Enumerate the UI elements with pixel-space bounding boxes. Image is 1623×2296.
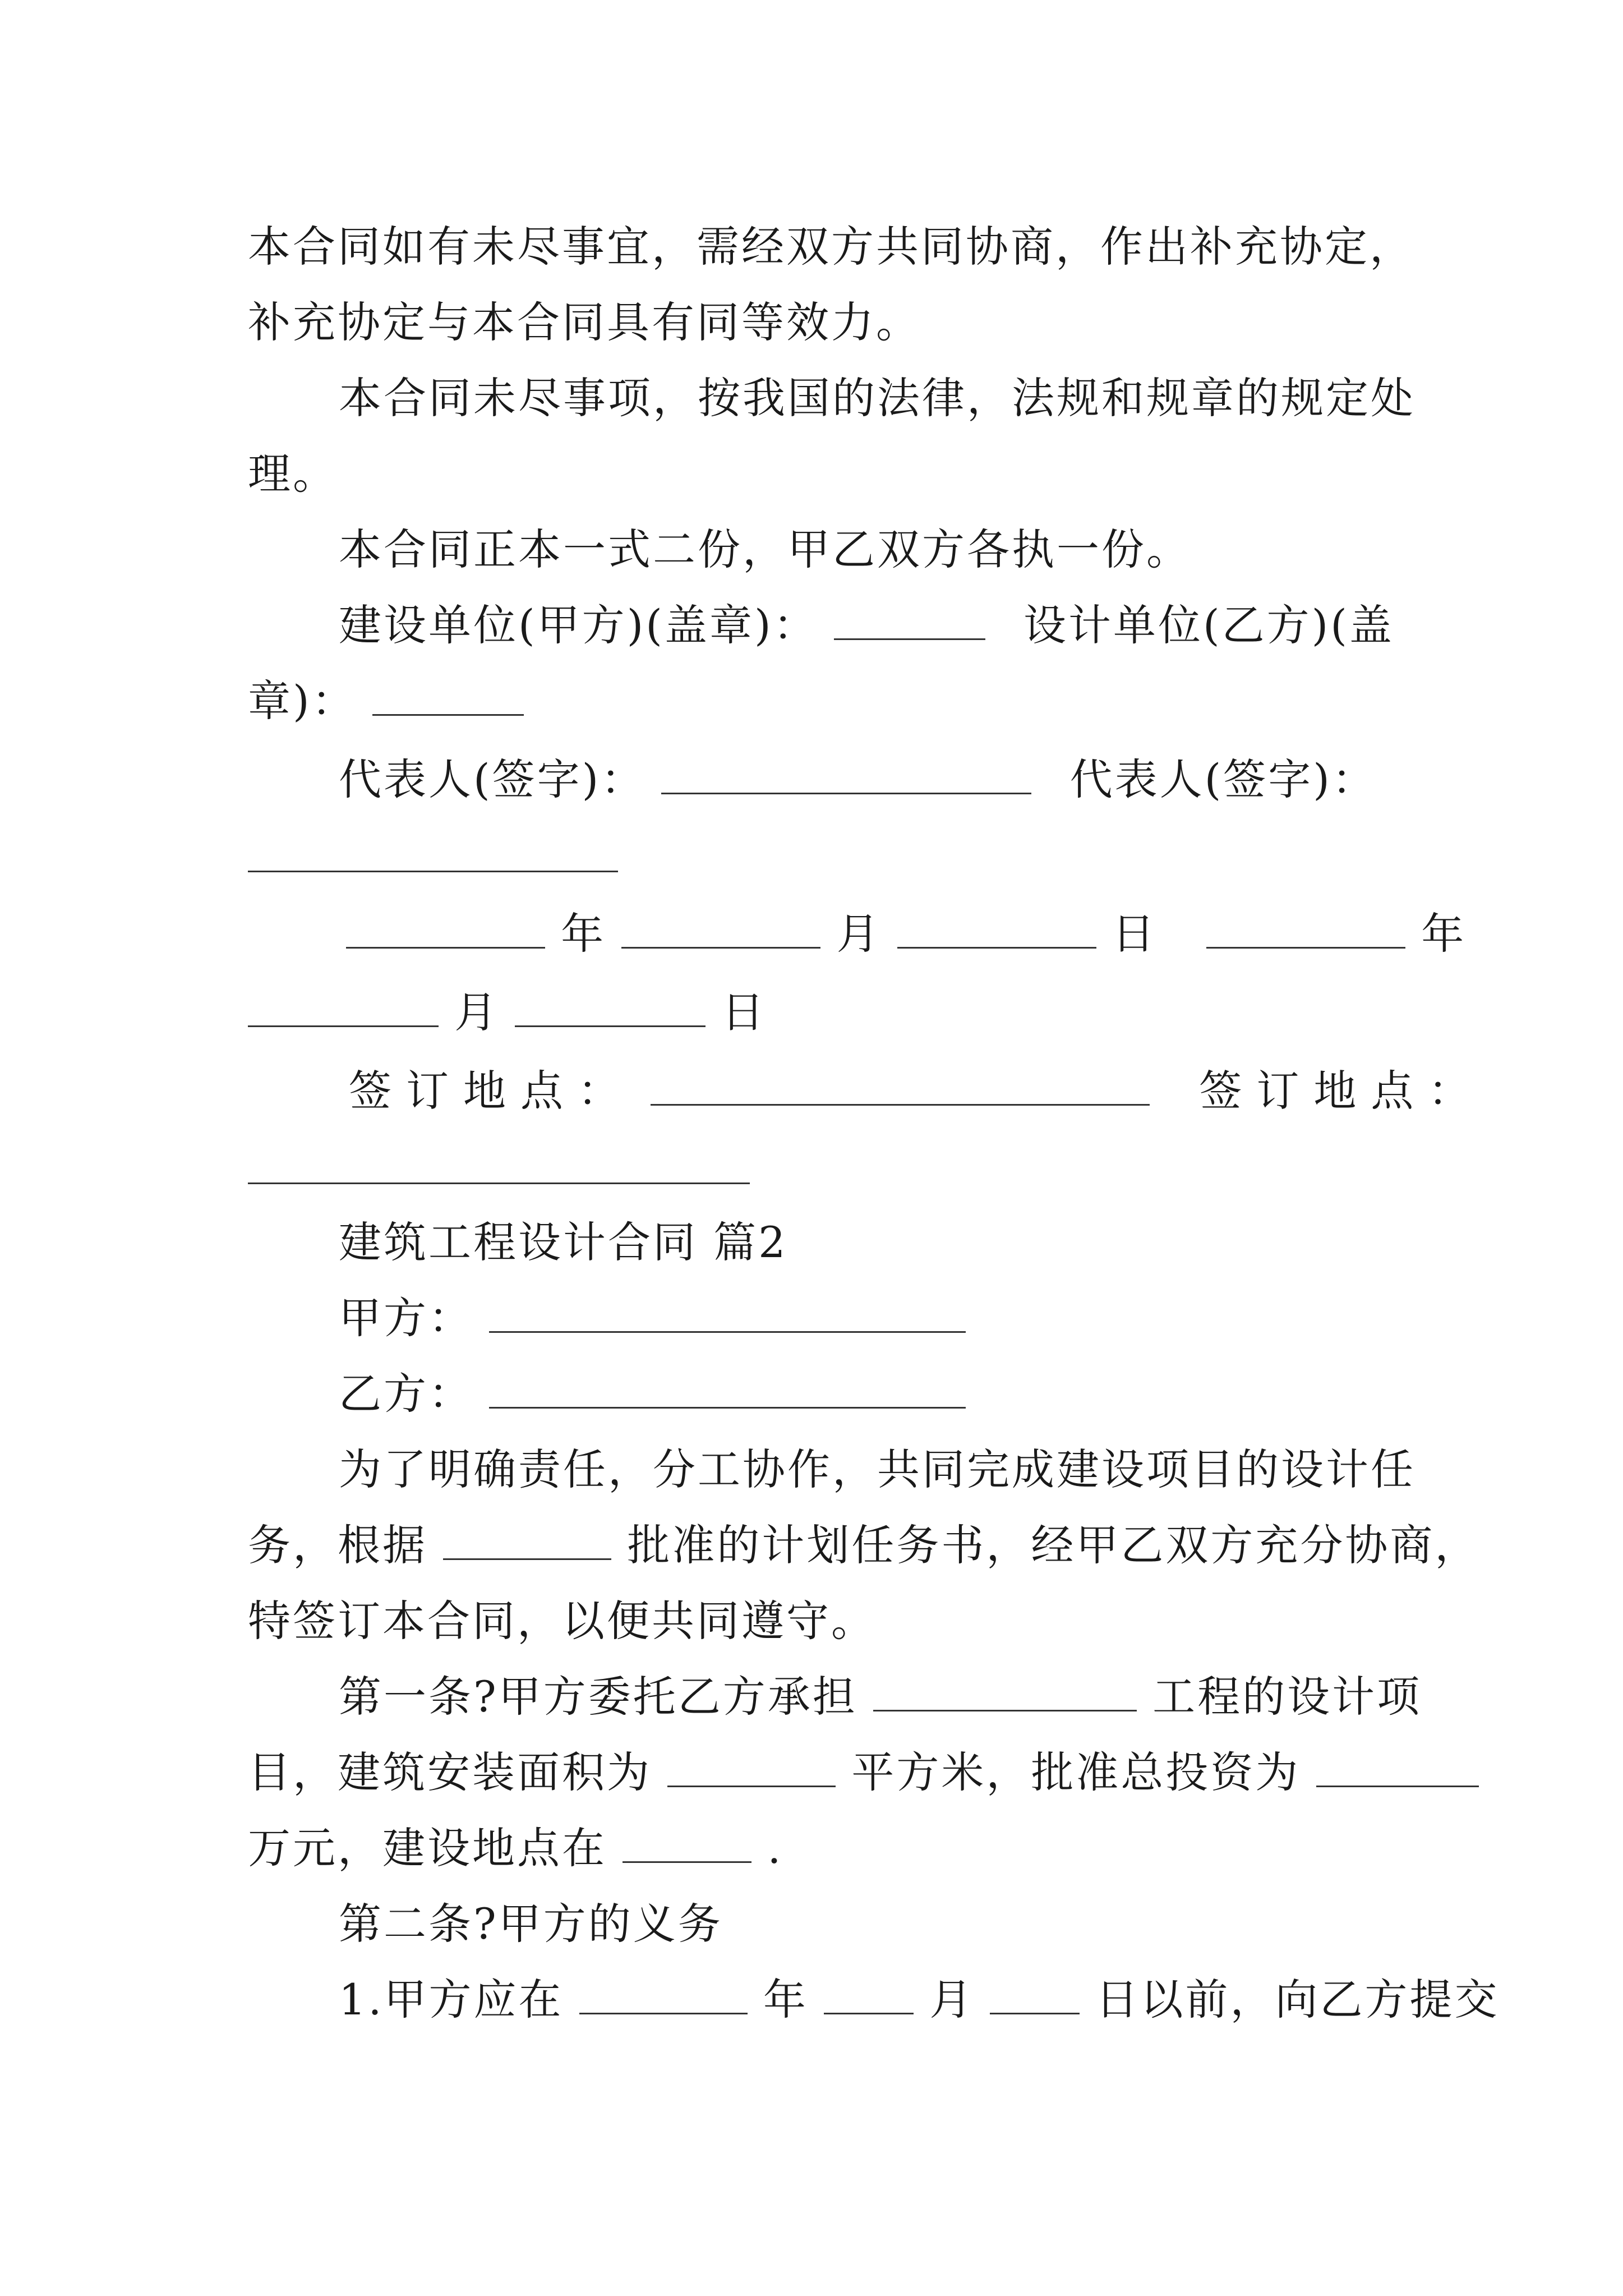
blank-field[interactable] <box>489 1371 966 1409</box>
text: 月 <box>836 909 882 959</box>
blank-field[interactable] <box>515 990 706 1027</box>
blank-field[interactable] <box>443 1522 611 1560</box>
paragraph-line <box>248 1430 1415 1509</box>
paragraph-line <box>248 1506 1480 1585</box>
signature-stamp-line <box>248 586 1398 665</box>
blank-field[interactable] <box>661 757 1031 794</box>
paragraph-line <box>248 208 1414 286</box>
paragraph-line <box>248 662 1398 740</box>
section-title <box>248 1203 1398 1282</box>
blank-field[interactable] <box>873 1674 1137 1711</box>
text: 月 <box>929 1975 975 2024</box>
article-line <box>248 1658 1422 1736</box>
blank-field[interactable] <box>621 911 820 949</box>
text: 工程的设计项 <box>1152 1672 1422 1722</box>
party-a-line <box>248 1279 1398 1358</box>
blank-field[interactable] <box>346 911 545 949</box>
blank-field[interactable] <box>1316 1750 1479 1787</box>
text: 本合同如有未尽事宜，需经双方共同协商，作出补充协定， <box>248 222 1414 272</box>
blank-field[interactable] <box>1206 911 1405 949</box>
text: 第二条?甲方的义务 <box>339 1899 723 1949</box>
text: 平方米，批准总投资为 <box>851 1747 1301 1797</box>
text: 月 <box>454 987 500 1037</box>
text: 乙方： <box>339 1369 473 1419</box>
blank-field[interactable] <box>667 1750 836 1787</box>
text: 章)： <box>248 676 357 726</box>
date-line <box>248 973 1398 1052</box>
text: 签订地点： <box>349 1066 635 1116</box>
text: 务，根据 <box>248 1520 427 1570</box>
party-b-line <box>248 1355 1398 1433</box>
text: 代表人(签字)： <box>339 754 646 804</box>
signing-place-line <box>248 1052 1486 1130</box>
blank-field[interactable] <box>623 1825 751 1863</box>
paragraph-line <box>248 359 1415 438</box>
text: 年 <box>1421 909 1467 959</box>
text: 日 <box>1112 909 1157 959</box>
blank-field[interactable] <box>489 1295 966 1333</box>
blank-field[interactable] <box>651 1068 1150 1106</box>
text: 补充协定与本合同具有同等效力。 <box>248 297 921 347</box>
text: 日 <box>721 987 767 1037</box>
signature-representative-line <box>248 740 1398 819</box>
blank-field[interactable] <box>372 678 524 716</box>
text: 建设单位(甲方)(盖章)： <box>339 600 818 650</box>
blank-field[interactable] <box>897 911 1096 949</box>
text: 年 <box>763 1975 808 2024</box>
text: 目，建筑安装面积为 <box>248 1747 652 1797</box>
blank-field[interactable] <box>248 871 618 872</box>
text: 万元，建设地点在 <box>248 1823 607 1873</box>
text: 年 <box>561 909 606 959</box>
text: 设计单位(乙方)(盖 <box>1023 600 1394 650</box>
paragraph-line <box>248 1733 1398 1812</box>
paragraph-line <box>248 1809 1398 1888</box>
article-line <box>248 1961 1500 2039</box>
text: 日以前，向乙方提交 <box>1095 1975 1500 2024</box>
text: 签订地点： <box>1199 1066 1486 1116</box>
blank-field[interactable] <box>824 1977 914 2014</box>
text: 特签订本合同，以便共同遵守。 <box>248 1596 876 1646</box>
paragraph-line <box>248 510 1398 589</box>
blank-field[interactable] <box>834 602 985 640</box>
date-line <box>248 895 1467 973</box>
text: 第一条?甲方委托乙方承担 <box>339 1672 857 1722</box>
blank-field[interactable] <box>248 1182 750 1184</box>
text: 代表人(签字)： <box>1069 754 1377 804</box>
blank-field[interactable] <box>248 990 439 1027</box>
text: 本合同正本一式二份，甲乙双方各执一份。 <box>339 524 1191 574</box>
blank-field[interactable] <box>990 1977 1080 2014</box>
text: 甲方： <box>339 1293 473 1343</box>
paragraph-line <box>248 1582 1398 1660</box>
text: 批准的计划任务书，经甲乙双方充分协商， <box>627 1520 1480 1570</box>
text: 理。 <box>248 449 338 499</box>
blank-field[interactable] <box>579 1977 748 2014</box>
article-heading <box>248 1885 1398 1963</box>
paragraph-line <box>248 283 1398 362</box>
text: 为了明确责任，分工协作，共同完成建设项目的设计任 <box>339 1444 1415 1494</box>
text: 本合同未尽事项，按我国的法律，法规和规章的规定处 <box>339 373 1415 423</box>
paragraph-line <box>248 435 1398 513</box>
text: 建筑工程设计合同 篇2 <box>339 1217 788 1267</box>
text: . <box>767 1823 783 1873</box>
text: 1.甲方应在 <box>339 1975 564 2024</box>
